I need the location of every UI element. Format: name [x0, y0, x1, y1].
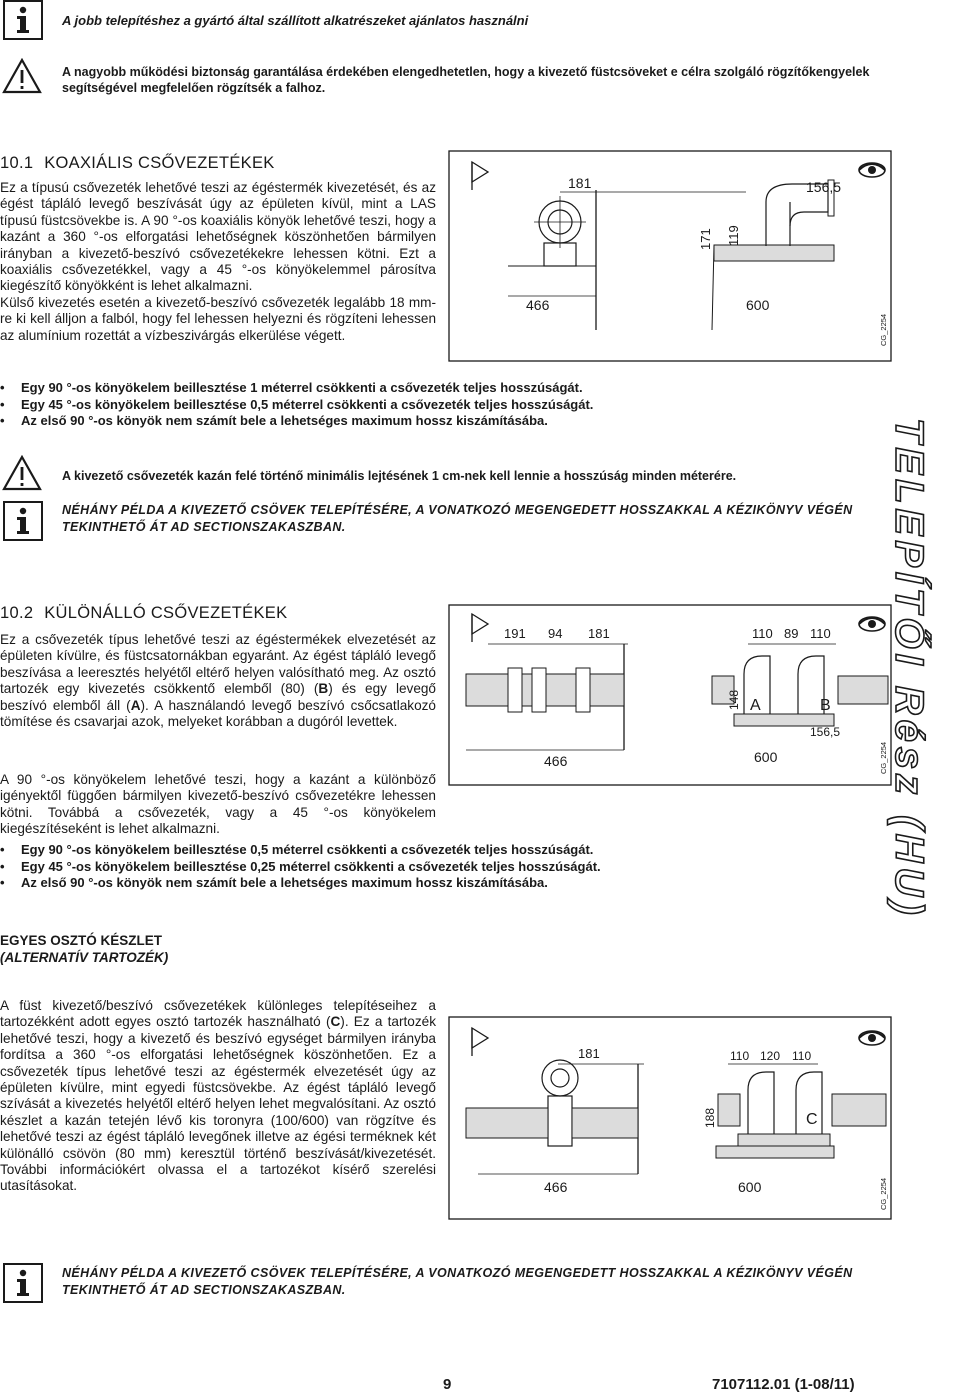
dimension-label: 600: [738, 1179, 762, 1195]
info-note-top: A jobb telepítéshez a gyártó által szállított alkatrészeket ajánlatos használni: [62, 13, 529, 28]
warning-icon: [2, 455, 42, 491]
eye-icon: [859, 163, 885, 177]
text-run: A füst kivezető/beszívó csővezetékek különleges telepítéseihez a tartozékként adott egyes osztó tartozék használható (: [0, 998, 436, 1030]
dimension-label: 181: [568, 175, 592, 191]
section-body: Ez a típusú csővezeték lehetővé teszi az égéstermék kivezetését, és az égést tápláló levegő beszívását úgy az épületen kívül, mint a LAS típusú füstcsövekbe is. A 90 °-os koaxiális könyök lehetővé teszi, hogy a kazánt a 360 °-os elforgatási lehetőségnek köszönhetően bármilyen irányban a kivezető-beszívó csővezetékekre lehessen kötni. Ezt a koaxiális csővezetékkel, vagy a 45 °-os könyökelemmel párosítva kiegészítő könyökként is lehet alkalmazni. Külső kivezetés esetén a kivezető-beszívó csővezeték legalább 18 mm-re ki kell álljon a falból, hogy fel lehessen helyezni és rögzíteni lehessen az alumínium rozettát a vízbeszivárgás elkerülése végett.: [0, 180, 436, 343]
section-body-2: A 90 °-os könyökelem lehetővé teszi, hogy a kazánt a különböző igényektől függően bármilyen kivezető-beszívó csővezetékre lehessen kötni. Továbbá a csővezeték, vagy a 45 °-os könyökelem kiegészítéseként is lehet alkalmazni.: [0, 772, 436, 837]
dimension-label: 466: [526, 297, 550, 313]
text-run-bold: A: [130, 697, 141, 713]
figure-code: CG_2254: [879, 741, 888, 774]
list-item: • Egy 45 °-os könyökelem beillesztése 0,5 méterrel csökkenti a csővezeték teljes hosszúságát.: [0, 397, 900, 414]
text-run: Ez a csővezeték típus lehetővé teszi az égéstermékek elvezetését az épületen kívülre, és füstcsatornákban egyaránt. Az égést tápláló levegő beszívása a leeresztés helyétől eltérő helyen valósítható meg. Az osztó tartozék egy kivezetés csökkentő elemből (80) (: [0, 632, 436, 697]
pipe-left-c: [748, 1072, 774, 1134]
dimension-label: 148: [727, 689, 741, 710]
section-heading-10-1: [0, 154, 275, 173]
text-run-bold: C: [330, 1014, 341, 1030]
warning-note-top: A nagyobb működési biztonság garantálása érdekében elengedhetetlen, hogy a kivezető füstcsöveket e célra szolgáló rögzítőkengyelek segítségével megfelelően rögzítsék a falhoz.: [62, 65, 870, 95]
figure-separate-pipes: [448, 604, 892, 786]
text-run: ). A használandó levegő beszívó csőcsatlakozó tömítése és csavarjai azok, melyeket korábban a dugóról levettek.: [0, 697, 436, 730]
dimension-label: 110: [752, 626, 773, 641]
dimension-label: 188: [703, 1107, 717, 1128]
page-number: 9: [443, 1376, 452, 1393]
splitter-c: [738, 1134, 830, 1146]
section-title: KÜLÖNÁLLÓ CSŐVEZETÉKEK: [44, 604, 288, 622]
dimension-label: 181: [588, 626, 610, 641]
dimension-label: 89: [784, 626, 799, 641]
warning-note-slope: A kivezető csővezeték kazán felé történő minimális lejtésének 1 cm-nek kell lennie a hosszúság minden méterére.: [62, 469, 737, 483]
section-number: 10.1: [0, 154, 34, 172]
info-icon: [3, 1263, 43, 1303]
view-left-icon: [472, 162, 488, 190]
document-code: 7107112.01 (1-08/11): [712, 1376, 855, 1393]
section-subtitle: (ALTERNATÍV TARTOZÉK): [0, 950, 169, 965]
section-heading-10-2: [0, 604, 287, 623]
dimension-label: 191: [504, 626, 526, 641]
dimension-label: 120: [760, 1049, 781, 1063]
dimension-label: 466: [544, 1179, 568, 1195]
dimension-label: 181: [578, 1046, 600, 1061]
text-run: ). Ez a tartozék lehetővé teszi, hogy a kivezető és beszívó egységet bármilyen irányba fordítsa a 360 °-os elforgatási lehetőségnek köszönhetően. Ez a csővezeték típus lehetővé teszi az égéstermék elvezetését úgy az épületen kívülre, mint egyedi füstcsövekbe. Az égést tápláló levegő szívását a kivezetés helyétől eltérő helyen lehet megvalósítani. Az osztó készlet a kazán tetején lévő kis toronyra (100/600) van rögzítve és lehetővé teszi az égést tápláló levegőnek illetve az égési terméknek két különálló csövön (80 mm) keresztül történő beszívását/kivezetését. További információkért olvassa el a tartozékot kísérő szerelési utasításokat.: [0, 1014, 436, 1194]
dimension-label: 94: [548, 626, 563, 641]
eye-icon: [859, 1031, 885, 1045]
figure-code: CG_2254: [879, 1177, 888, 1210]
pipe-left: [466, 674, 508, 706]
dimension-label: 600: [746, 297, 770, 313]
figure-coaxial: [448, 150, 892, 362]
section-title: KOAXIÁLIS CSŐVEZETÉKEK: [44, 154, 275, 172]
dimension-label: 600: [754, 749, 778, 765]
view-left-icon: [472, 1028, 488, 1056]
list-item: • Az első 90 °-os könyök nem számít bele a lehetséges maximum hossz kiszámításába.: [0, 413, 900, 430]
section-title: EGYES OSZTÓ KÉSZLET: [0, 933, 163, 948]
label-a: A: [750, 697, 761, 714]
section-body: [0, 632, 436, 730]
figure-code: CG_2254: [879, 313, 888, 346]
list-item: • Egy 45 °-os könyökelem beillesztése 0,25 méterrel csökkenti a csővezeték teljes hosszúságát.: [0, 859, 900, 876]
section-heading-splitter: [0, 932, 168, 966]
warning-icon: [2, 58, 42, 94]
label-c: C: [806, 1111, 818, 1128]
dimension-label: 171: [698, 228, 713, 250]
dimension-label: 119: [726, 225, 741, 246]
bullet-list: [0, 842, 900, 892]
dimension-label: 466: [544, 753, 568, 769]
section-number: 10.2: [0, 604, 34, 622]
text-run: ) és egy levegő beszívó elemből áll (: [0, 681, 436, 713]
info-icon: [3, 501, 43, 541]
dimension-label: 156,5: [810, 725, 841, 739]
dimension-label: 156,5: [806, 179, 842, 195]
boiler-top: [714, 245, 834, 261]
section-sidebar-label: [887, 418, 951, 958]
section-body: [0, 998, 436, 1195]
info-note-examples: NÉHÁNY PÉLDA A KIVEZETŐ CSÖVEK TELEPÍTÉSÉRE, A VONATKOZÓ MEGENGEDETT HOSSZAKKAL A KÉZIKÖNYV VÉGÉN TEKINTHETŐ ÁT AD SECTIONSZAKASZBAN.: [62, 1266, 853, 1297]
info-note-examples: NÉHÁNY PÉLDA A KIVEZETŐ CSÖVEK TELEPÍTÉSÉRE, A VONATKOZÓ MEGENGEDETT HOSSZAKKAL A KÉZIKÖNYV VÉGÉN TEKINTHETŐ ÁT AD SECTIONSZAKASZBAN.: [62, 503, 853, 534]
dimension-label: 110: [810, 626, 831, 641]
pipe-top-view: [542, 1060, 578, 1096]
figure-splitter-kit: [448, 1016, 892, 1220]
list-item: • Egy 90 °-os könyökelem beillesztése 1 méterrel csökkenti a csővezeték teljes hosszúságát.: [0, 380, 900, 397]
dimension-label: 110: [730, 1049, 750, 1063]
eye-icon: [859, 617, 885, 631]
dimension-label: 110: [792, 1049, 812, 1063]
text-run-bold: B: [318, 681, 329, 697]
sidebar-text: TELEPÍTŐI Rész (HU): [887, 418, 931, 920]
view-left-icon: [472, 614, 488, 642]
info-icon: [3, 0, 43, 40]
list-item: • Egy 90 °-os könyökelem beillesztése 0,5 méterrel csökkenti a csővezeték teljes hosszúságát.: [0, 842, 900, 859]
label-b: B: [820, 697, 831, 714]
list-item: • Az első 90 °-os könyök nem számít bele a lehetséges maximum hossz kiszámításába.: [0, 875, 900, 892]
bullet-list: [0, 380, 900, 430]
boiler-top: [716, 1146, 834, 1158]
